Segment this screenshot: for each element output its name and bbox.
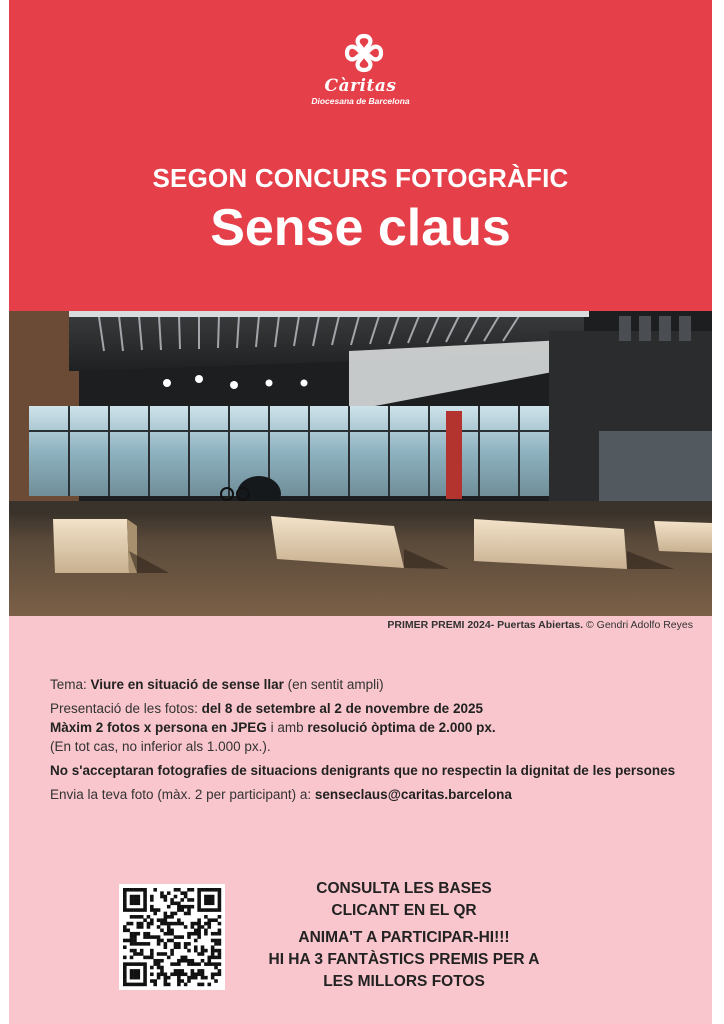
- warning-text: No s'acceptaran fotografies de situacions denigrants que no respectin la dignitat de les persones: [50, 763, 676, 778]
- logo-name: Càritas: [324, 76, 397, 96]
- poster: [9, 0, 712, 1024]
- caption-credit: © Gendri Adolfo Reyes: [583, 619, 693, 631]
- contest-subtitle: SEGON CONCURS FOTOGRÀFIC: [152, 163, 569, 193]
- cta-line-3: ANIMA'T A PARTICIPAR-HI!!!: [298, 929, 510, 946]
- resolution-note: (En tot cas, no inferior als 1.000 px.).: [50, 739, 271, 754]
- contest-title: Sense claus: [210, 199, 511, 257]
- caritas-cross-icon: [343, 32, 385, 74]
- max-resolution: resolució òptima de 2.000 px.: [307, 720, 496, 735]
- dates-line: [50, 699, 690, 718]
- send-line: [50, 785, 690, 804]
- contest-info: [50, 675, 690, 809]
- theme-label: Tema:: [50, 677, 91, 692]
- logo-subtitle: Diocesana de Barcelona: [311, 96, 410, 106]
- cta-line-4: HI HA 3 FANTÀSTICS PREMIS PER A: [268, 951, 540, 968]
- call-to-action: [239, 878, 569, 993]
- caption-award: PRIMER PREMI 2024- Puertas Abiertas.: [387, 619, 584, 631]
- qr-code-icon[interactable]: [119, 884, 225, 990]
- cta-line-2: CLICANT EN EL QR: [331, 902, 477, 919]
- cta-line-1: CONSULTA LES BASES: [316, 880, 492, 897]
- header-banner: [9, 0, 712, 311]
- dates-value: del 8 de setembre al 2 de novembre de 2025: [201, 701, 483, 716]
- cta-line-5: LES MILLORS FOTOS: [323, 973, 485, 990]
- warning-line: [50, 761, 690, 780]
- max-connector: i amb: [266, 720, 308, 735]
- send-email[interactable]: senseclaus@caritas.barcelona: [314, 787, 512, 802]
- max-line: [50, 718, 690, 737]
- theme-line: [50, 675, 690, 694]
- send-label: Envia la teva foto (màx. 2 per participant) a:: [50, 787, 315, 802]
- max-photos: Màxim 2 fotos x persona en JPEG: [50, 720, 267, 735]
- dates-label: Presentació de les fotos:: [50, 701, 202, 716]
- photo-caption: [387, 619, 693, 631]
- winning-photo: [9, 311, 712, 616]
- theme-value: Viure en situació de sense llar: [90, 677, 284, 692]
- theme-note: (en sentit ampli): [283, 677, 384, 692]
